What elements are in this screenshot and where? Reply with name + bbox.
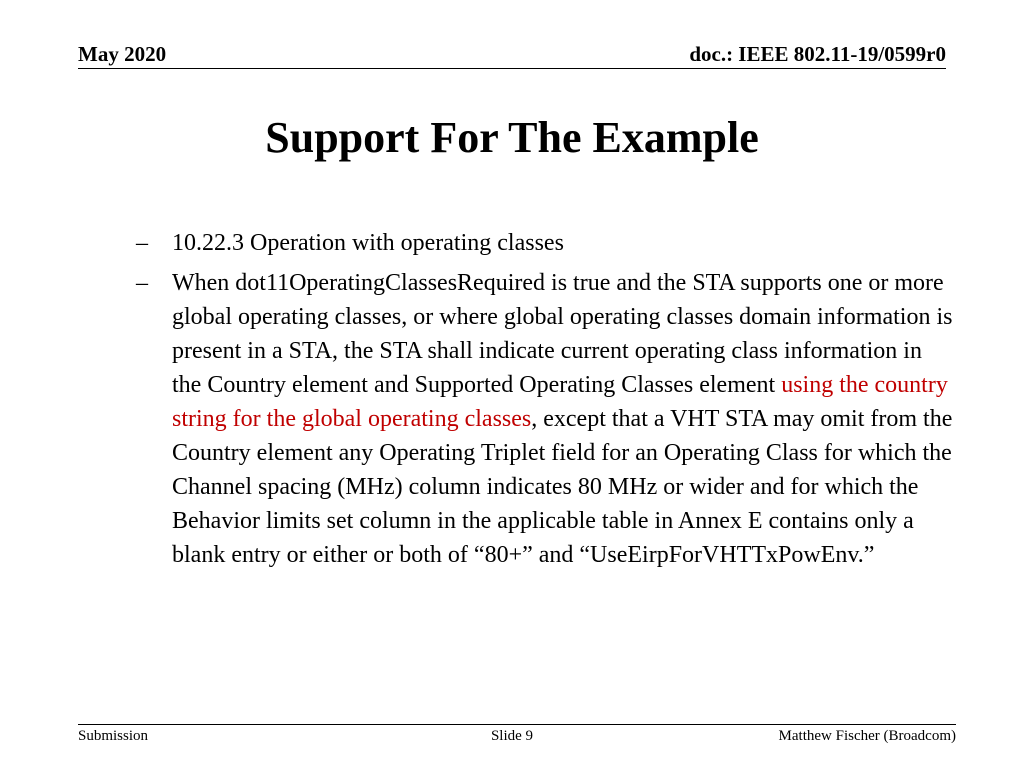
bullet-text: 10.22.3 Operation with operating classes (172, 230, 564, 256)
bullet-text-after: , except that a VHT STA may omit from the Country element any Operating Triplet field for an Operating Class for which the Channel spacing (MHz) column indicates 80 MHz or wider and for which the Behavior limits set column in the applicable table in Annex E contains only a blank entry or either or both of “80+” and “UseEirpForVHTTxPowEnv.” (172, 406, 953, 568)
footer-slide-number: Slide 9 (490, 728, 534, 744)
bullet-highlighted-text: using the country string for the global operating classes (172, 372, 948, 432)
slide-title: Support For The Example (265, 113, 759, 162)
header-divider (78, 68, 946, 69)
bullet-dash: – (136, 230, 148, 256)
bullet-item-section-ref (136, 226, 956, 260)
bullet-dash: – (136, 270, 148, 296)
header-date: May 2020 (78, 42, 167, 66)
bullet-text-before: When dot11OperatingClassesRequired is true and the STA supports one or more global operating classes, or where global operating classes domain information is present in a STA, the STA shall indicate current operating class information in the Country element and Supported Operating Classes element (172, 270, 953, 398)
bullet-item-spec-text (136, 266, 956, 572)
footer-submission: Submission (78, 728, 149, 744)
footer-divider (78, 724, 956, 725)
footer-author: Matthew Fischer (Broadcom) (778, 728, 956, 744)
header-doc-id: doc.: IEEE 802.11-19/0599r0 (689, 42, 946, 66)
bullet-list (136, 226, 956, 578)
